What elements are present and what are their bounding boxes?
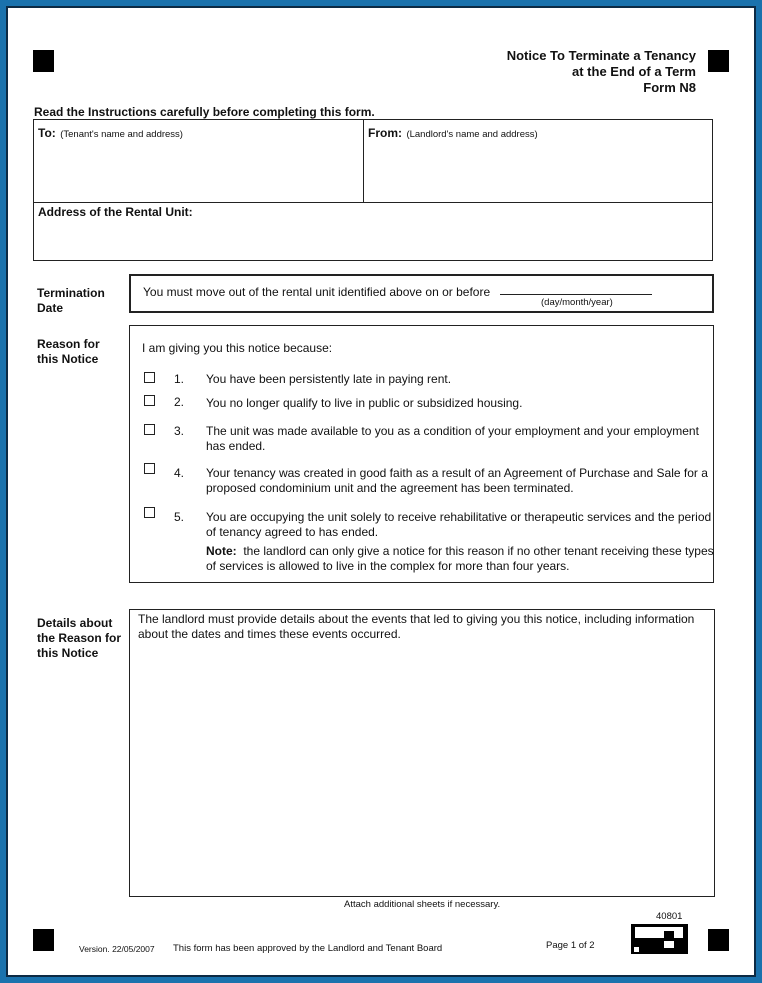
to-field[interactable]: To: (Tenant's name and address) (38, 126, 183, 140)
from-field[interactable]: From: (Landlord's name and address) (368, 126, 538, 140)
attach-note: Attach additional sheets if necessary. (344, 899, 501, 910)
reason-2-checkbox[interactable] (144, 395, 155, 406)
reason-3-checkbox[interactable] (144, 424, 155, 435)
rental-address-field[interactable]: Address of the Rental Unit: (38, 205, 193, 219)
reason-text: You no longer qualify to live in public or subsidized housing. (206, 396, 523, 410)
details-field[interactable] (129, 609, 715, 897)
reason-text: You are occupying the unit solely to receive rehabilitative or therapeutic services and the period of tenancy agreed to has ended. (206, 510, 712, 539)
reason-5-checkbox[interactable] (144, 507, 155, 518)
approval-text: This form has been approved by the Landlord and Tenant Board (173, 943, 443, 954)
title-line: Notice To Terminate a Tenancy (506, 48, 696, 63)
form-number: Form N8 (643, 80, 696, 95)
termination-text: You must move out of the rental unit identified above on or before (143, 285, 491, 299)
page-number: Page 1 of 2 (546, 940, 595, 951)
barcode (631, 924, 688, 954)
reason-box: I am giving you this notice because: 1. You have been persistently late in paying rent. 2. You no longer qualify to live in public or subsidized housing. 3. The unit was made available to you as a condition of your employment and your employment has ended. 4. Your tenancy was created in good faith as a result of an Agreement of Purchase and Sale for a proposed condominium unit and the agreement has been terminated. 5. You are occupying the unit solely to receive rehabilitative or therapeutic services and the period of tenancy agreed to has ended. Note: the landlord can only give a notice for this reason if no other tenant receiving these types of services is allowed to live in the complex for more than four years. (129, 325, 714, 583)
termination-date-field[interactable] (500, 294, 652, 295)
reason-intro: I am giving you this notice because: (142, 341, 333, 355)
registration-mark (33, 929, 54, 951)
form-page (6, 6, 756, 977)
reason-label: Reason for this Notice (37, 337, 100, 366)
reason-1-checkbox[interactable] (144, 372, 155, 383)
form-code: 40801 (656, 911, 683, 922)
parties-box (33, 119, 713, 261)
date-hint: (day/month/year) (541, 297, 613, 308)
termination-label: Termination Date (37, 286, 105, 315)
reason-4-checkbox[interactable] (144, 463, 155, 474)
details-label: Details about the Reason for this Notice (37, 616, 122, 660)
title-line: at the End of a Term (572, 64, 696, 79)
version: Version. 22/05/2007 (79, 944, 155, 954)
reason-note: Note: the landlord can only give a notice for this reason if no other tenant receiving these types of services is allowed to live in the complex for more than four years. (206, 544, 714, 573)
form-title (507, 48, 696, 96)
termination-box (129, 274, 714, 313)
details-instructions: The landlord must provide details about the events that led to giving you this notice, including information about the dates and times these events occurred. (138, 612, 695, 641)
registration-mark (708, 929, 729, 951)
instruction: Read the Instructions carefully before completing this form. (34, 105, 375, 119)
registration-mark (33, 50, 54, 72)
reason-text: The unit was made available to you as a condition of your employment and your employment has ended. (206, 424, 699, 453)
reason-text: Your tenancy was created in good faith as a result of an Agreement of Purchase and Sale for a proposed condominium unit and the agreement has been terminated. (206, 466, 708, 495)
registration-mark (708, 50, 729, 72)
reason-text: You have been persistently late in paying rent. (206, 372, 452, 386)
